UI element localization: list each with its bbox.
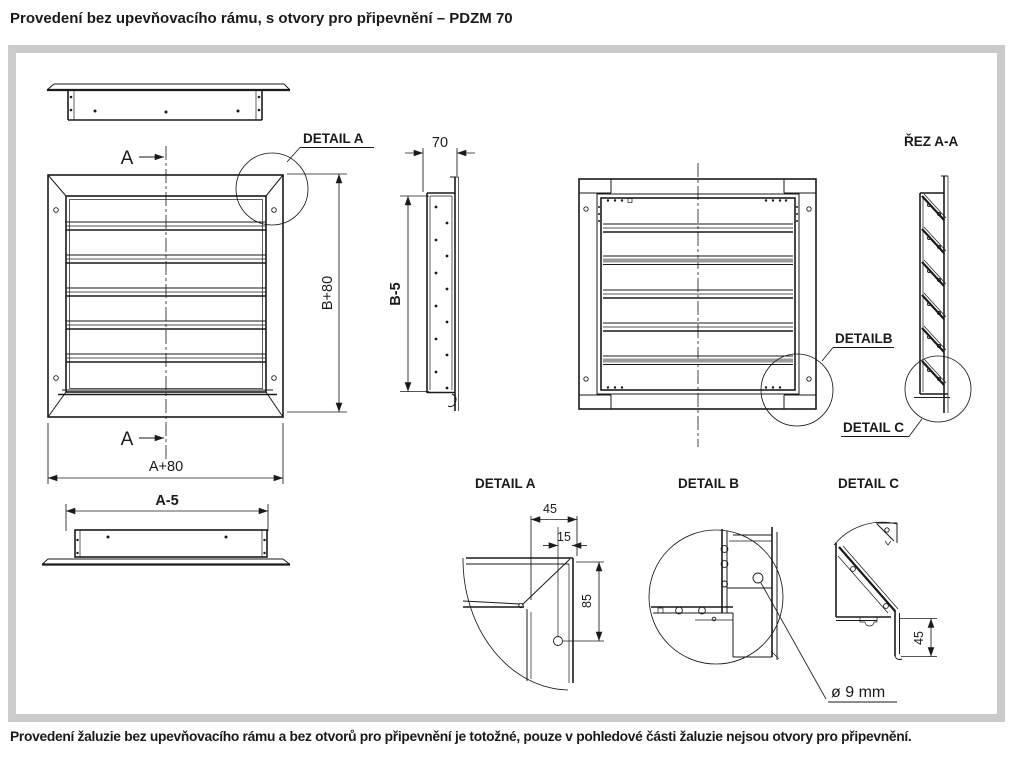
hole-9mm <box>753 573 763 583</box>
detail-b-title: DETAIL B <box>678 476 740 491</box>
section-mark-top: A <box>120 148 134 169</box>
dim-flange-45-label: 45 <box>912 631 926 645</box>
dim-body-height-label: B-5 <box>388 282 404 306</box>
dim-body-width <box>66 493 268 531</box>
detail-c-callout-circle <box>905 356 971 422</box>
dim-front-width <box>48 423 283 484</box>
dim-front-height-label: B+80 <box>320 275 336 311</box>
detail-c-view <box>834 476 937 660</box>
dim-body-height <box>388 196 429 392</box>
dim-85-label: 85 <box>580 594 594 608</box>
detail-c-callout-label: DETAIL C <box>843 420 905 435</box>
dim-depth <box>405 135 475 192</box>
detail-b-callout-label: DETAILB <box>835 331 893 346</box>
dim-45-label: 45 <box>543 502 557 516</box>
detail-a-title: DETAIL A <box>475 476 536 491</box>
section-view-label: ŘEZ A-A <box>904 134 959 149</box>
front-view <box>48 131 374 484</box>
dim-15-label: 15 <box>557 530 571 544</box>
detail-a-callout-label: DETAIL A <box>303 131 364 146</box>
top-view <box>47 84 290 120</box>
dim-depth-label: 70 <box>431 135 449 151</box>
detail-c-title: DETAIL C <box>838 476 900 491</box>
dim-body-width-label: A-5 <box>155 493 179 509</box>
rear-view <box>579 163 894 447</box>
dim-hole-diameter-label: ø 9 mm <box>831 684 886 701</box>
side-view-holes <box>435 206 449 390</box>
dim-front-width-label: A+80 <box>148 459 184 475</box>
bottom-view <box>42 493 290 565</box>
side-view <box>388 135 475 411</box>
section-mark-bottom: A <box>120 429 134 450</box>
detail-b-view <box>649 476 900 702</box>
detail-a-view <box>463 476 604 690</box>
footer-note: Provedení žaluzie bez upevňovacího rámu a bez otvorů pro připevnění je totožné, pouze v pohledové části žaluzie nejsou otvory pro připevnění. <box>10 729 912 744</box>
dim-front-height <box>287 174 347 412</box>
louver-blades <box>58 222 277 395</box>
section-view <box>841 134 971 437</box>
page-title: Provedení bez upevňovacího rámu, s otvory pro připevnění – PDZM 70 <box>10 10 513 27</box>
